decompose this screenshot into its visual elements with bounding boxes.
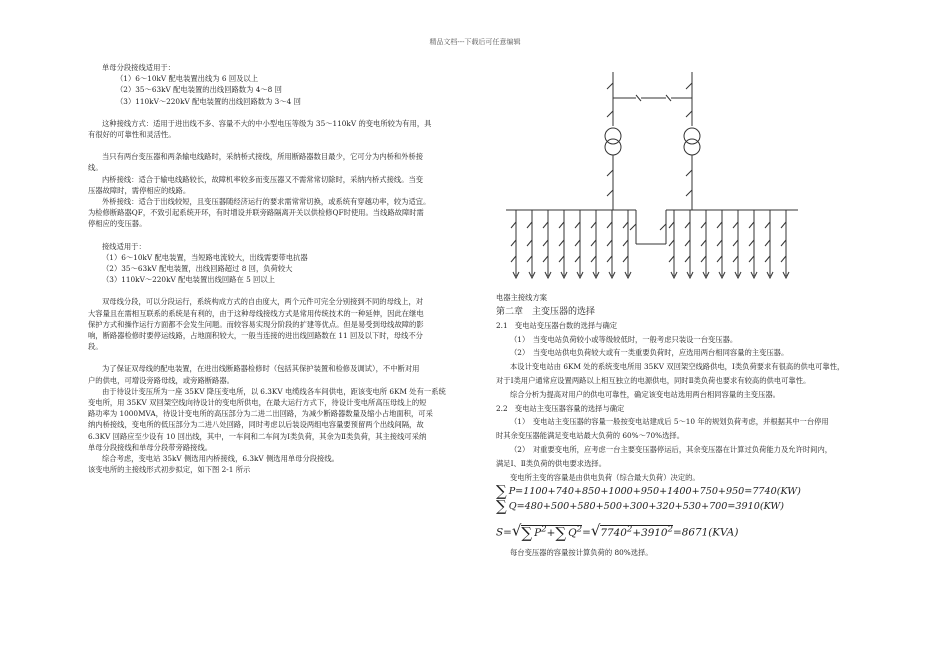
para-line: 外桥接线：适合于出线较短，且变压器随经济运行的要求需常常切换，或系统有穿越功率，较为适宜。 [102,197,431,207]
para-line: 当只有两台变压器和两条输电线路时，采纳桥式接线，所用断路器数目最少，它可分为内桥和外桥接 [102,152,424,162]
feeder [669,210,677,278]
para-line: 大容量且在需相互联系的系统是有利的，由于这种母线接线方式是常用传统技术的一种延伸，因此在继电 [88,308,424,318]
para-line: （1） 当变电站负荷较小或等级较低时，一般考虑只装设一台变压器。 [510,334,738,344]
feeder [685,210,693,278]
feeder [717,210,725,278]
para-line: 纳内桥接线，变电所的低压部分为二进八处回路，同时考虑以后装设两组电容量要预留两个出线间隔，故 [88,420,424,430]
feeder [543,210,551,278]
feeder [511,210,519,278]
incoming-line-right [686,72,692,126]
para-line: （1）6～10kV 配电装置出线为 6 回及以上 [116,74,259,84]
left-column [88,62,466,476]
para-line: 综合考虑，变电站 35kV 侧选用内桥接线，6.3kV 侧选用单母分段接线。 [102,454,339,464]
transformer-lead-right [686,155,692,210]
section-title: 2.1 变电站变压器台数的选择与确定 [496,320,618,330]
para-line: （2）35～63kV 配电装置，出线回路超过 8 回，负荷较大 [102,264,293,274]
transformer-left [605,128,621,155]
feeder [765,210,773,278]
para-line: 对于Ⅰ类用户通常应设置两路以上相互独立的电源供电，同时Ⅱ类负荷也要求有较高的供电可靠性。 [496,375,811,385]
para-line: 路功率为 1000MVA，待设计变电所的高压部分为二进二出回路，为减少断路器数量及缩小占地面积，可采 [88,409,433,419]
para-line: 满足Ⅰ、Ⅱ类负荷的供电要求选择。 [496,458,606,468]
feeder [607,210,615,278]
feeder [701,210,709,278]
page-header: 精品文档---下载后可任意编辑 [429,38,521,46]
bridge-connection [613,95,692,101]
para-line: 6.3KV 回路应至少设有 10 回出线，其中，一车间和二车间为Ⅰ类负荷，其余为Ⅱ类负荷，其主接线可采纳 [88,431,427,441]
para-line: 线。 [88,163,103,173]
transformer-right [684,128,700,155]
incoming-line-left [607,72,613,126]
para-line: 内桥接线：适合于输电线路较长，故障机率较多而变压器又不需常常切除时，采纳内桥式接线。当变 [102,174,424,184]
right-column [496,291,898,560]
para-line: 本设计变电站由 6KM 处的系统变电所用 35KV 双回架空线路供电，Ⅰ类负荷要求有很高的供电可靠性， [510,362,845,372]
para-line: 户的供电，可增设旁路母线，或旁路断路器。 [88,375,234,385]
feeder [591,210,599,278]
para-line: 该变电所的主接线形式初步拟定，如下图 2-1 所示 [88,465,251,475]
para-line: 为了保证双母线的配电装置，在进出线断路器检修时（包括其保护装置和检修及调试），不中断对用 [102,364,420,374]
para-line: （3）110kV～220kV 配电装置出线回路在 5 回以上 [102,275,275,285]
para-line: 每台变压器的容量按计算负荷的 80%选择。 [510,547,653,557]
para-line: 单母分段接线和单母分段带旁路接线。 [88,442,213,452]
chapter-title: 第二章 主变压器的选择 [496,306,596,317]
bus-tie [630,210,666,244]
para-line: 保护方式和操作运行方面都不会发生问题。而较容易实现分阶段的扩建等优点。但是易受到母线故障的影 [88,319,424,329]
feeder [781,210,789,278]
para-line: （2） 对重要变电所，应考虑一台主要变压器停运后，其余变压器在计算过负荷能力及允许时间内， [510,444,833,454]
section-title: 2.2 变电站主变压器容量的选择与确定 [496,403,625,413]
para-line: 单母分段接线适用于： [102,63,175,72]
para-line: （3）110kV～220kV 配电装置的出线回路数为 3～4 回 [116,96,301,106]
para-line: 段。 [88,342,103,352]
para-line: 变电所主变的容量是由供电负荷（综合最大负荷）决定的。 [510,472,700,482]
feeder [527,210,535,278]
feeder [559,210,567,278]
para-line: 为检修断路器QF，不致引起系统开环，有时增设并联旁路隔离开关以供检修QF时使用。当线路故障时需 [88,208,424,218]
feeder [749,210,757,278]
para-line: 双母线分段，可以分段运行，系统构成方式的自由度大，两个元件可完全分别接到不同的母线上，对 [102,297,424,307]
figure-caption: 电器主接线方案 [496,293,548,302]
para-line: （1） 变电站主变压器的容量一般按变电站建成后 5～10 年的规划负荷考虑，并根据其中一台停用 [510,417,829,427]
para-line: 停相应的变压器。 [88,219,147,229]
equation-apparent-power: S=√∑ $P^2+\sum$ $Q^2=√7740^2+3910^2=8671(KVA)$ [496,521,739,542]
feeder [575,210,583,278]
para-line: （1）6～10kV 配电装置，当短路电流较大，出线需要带电抗器 [102,252,308,262]
feeder [623,210,631,278]
para-line: 变电所，用 35KV 双回架空线向待设计的变电所供电，在最大运行方式下，待设计变电所高压母线上的短 [88,398,427,408]
para-line: 响，断路器检修时要停运线路，占地面积较大，一般当连接的进出线回路数在 11 回及以下时，母线不分 [88,331,423,341]
para-line: 压器故障时，需停相应的线路。 [88,185,191,195]
feeder [733,210,741,278]
para-line: 这种接线方式：适用于进出线不多、容量不大的中小型电压等级为 35～110kV 的变电所较为有用，具 [102,118,432,128]
transformer-lead-left [607,155,613,210]
equation-active-power: ∑ P=1100+740+850+1000+950+1400+750+950=7740(KW) [496,482,801,501]
para-line: （2）35～63kV 配电装置的出线回路数为 4～8 回 [116,85,282,95]
para-line: 由于待设计变压所为一座 35KV 降压变电所，以 6.3KV 电缆线各车间供电，距该变电所 6KM 处有一系统 [102,386,446,396]
equation-reactive-power: ∑ Q=480+500+580+500+300+320+530+700=3910(KW) [496,497,785,516]
para-line: （2） 当变电站供电负荷较大或有一类重要负荷时，应选用两台相同容量的主变压器。 [510,348,789,358]
para-line: 接线适用于： [102,241,146,251]
para-line: 有很好的可靠性和灵活性。 [88,130,176,140]
para-line: 时其余变压器能满足变电站最大负荷的 60%～70%选择。 [496,431,684,441]
wiring-diagram [496,58,806,290]
para-line: 综合分析为提高对用户的供电可靠性，确定该变电站选用两台相同容量的主变压器。 [510,389,780,399]
